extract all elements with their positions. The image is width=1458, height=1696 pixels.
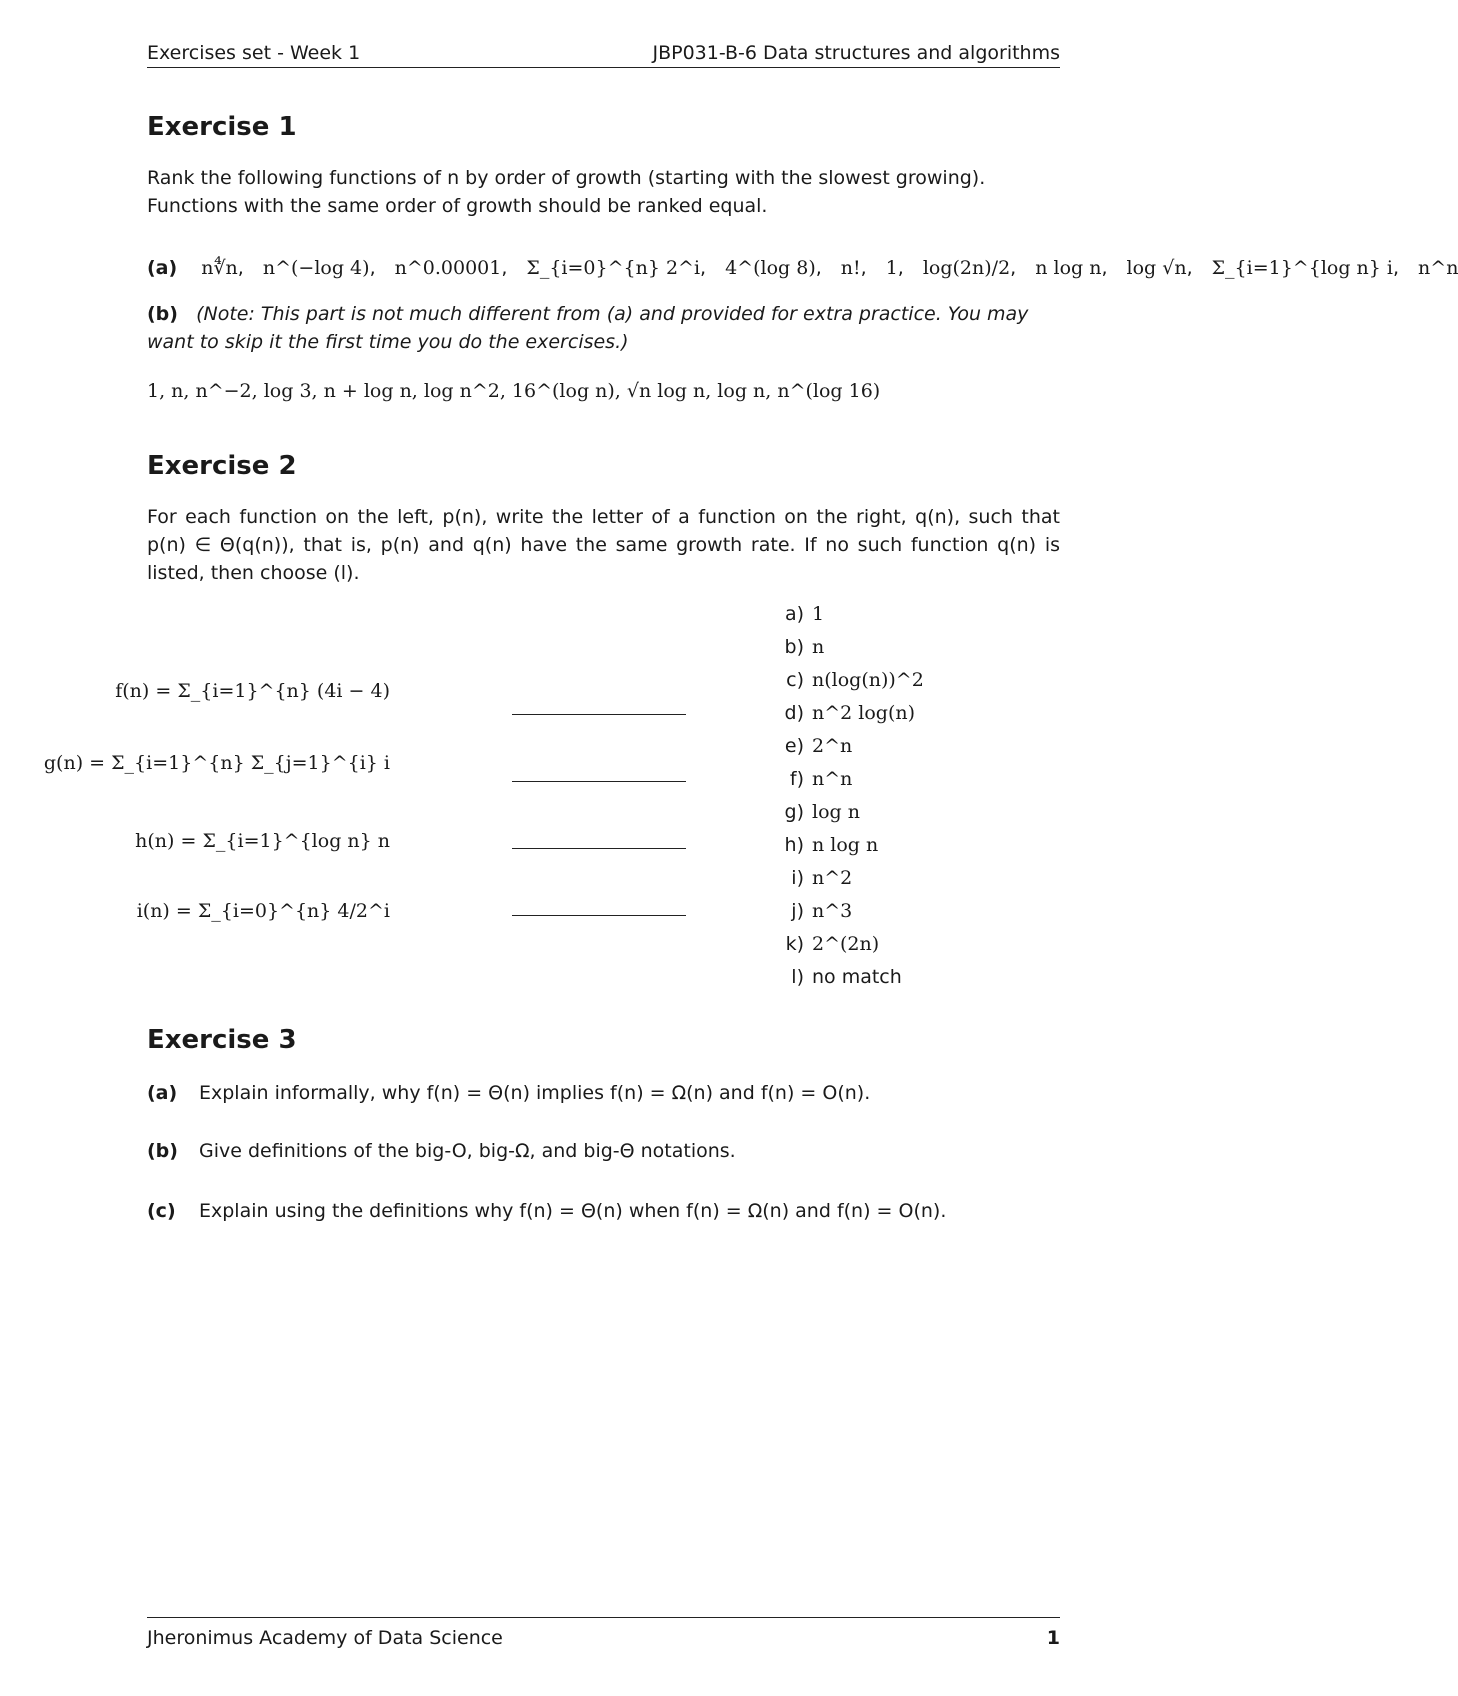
option-letter: d) bbox=[784, 702, 804, 724]
function-item: log(2n)/2 bbox=[922, 257, 1011, 279]
exercise-3-part-b bbox=[147, 1140, 736, 1162]
option-letter: j) bbox=[791, 900, 804, 922]
option-value: no match bbox=[812, 966, 902, 988]
function-name: i(n) bbox=[136, 900, 170, 922]
option-value: 2^n bbox=[812, 735, 853, 757]
option-d bbox=[770, 697, 915, 729]
function-name: h(n) bbox=[135, 830, 175, 852]
function-item: Σ_{i=0}^{n} 2^i bbox=[526, 257, 701, 279]
option-letter: b) bbox=[784, 636, 804, 658]
part-text: Explain informally, why f(n) = Θ(n) implies f(n) = Ω(n) and f(n) = O(n). bbox=[199, 1082, 871, 1104]
function-definition-i: i(n) = Σ_{i=0}^{n} 4/2^i bbox=[136, 900, 390, 922]
function-definition-h: h(n) = Σ_{i=1}^{log n} n bbox=[135, 830, 390, 852]
option-letter: c) bbox=[786, 669, 804, 691]
option-g bbox=[770, 796, 860, 828]
part-label: (a) bbox=[147, 1082, 178, 1104]
option-k bbox=[770, 928, 879, 960]
part-label: (b) bbox=[147, 1140, 178, 1162]
page-header bbox=[147, 34, 1060, 68]
function-item: n∜n bbox=[201, 257, 238, 279]
function-name: g(n) bbox=[43, 752, 84, 774]
function-item: Σ_{i=1}^{log n} i bbox=[1211, 257, 1393, 279]
option-value: n^2 bbox=[812, 867, 853, 889]
function-item: 4^(log 8) bbox=[725, 257, 816, 279]
option-h bbox=[770, 829, 878, 861]
exercise-3-part-a bbox=[147, 1082, 870, 1104]
option-value: 1 bbox=[812, 603, 825, 625]
option-j bbox=[770, 895, 852, 927]
footer-left: Jheronimus Academy of Data Science bbox=[147, 1627, 503, 1649]
exercise-3-title: Exercise 3 bbox=[147, 1025, 297, 1055]
option-value: n^n bbox=[812, 768, 853, 790]
exercise-1-intro: Rank the following functions of n by order of growth (starting with the slowest growing). Functions with the same order of growth should be ranked equal. bbox=[147, 167, 986, 217]
header-left: Exercises set - Week 1 bbox=[147, 42, 361, 64]
part-b-label: (b) bbox=[147, 303, 178, 325]
option-letter: i) bbox=[791, 867, 804, 889]
exercise-3-part-c bbox=[147, 1200, 946, 1222]
option-a bbox=[770, 598, 824, 630]
option-letter: a) bbox=[784, 603, 804, 625]
function-item: n^0.00001 bbox=[394, 257, 502, 279]
option-letter: g) bbox=[784, 801, 804, 823]
answer-blank-g[interactable] bbox=[512, 781, 686, 782]
function-item: log √n bbox=[1126, 257, 1187, 279]
function-expression: Σ_{i=1}^{n} (4i − 4) bbox=[177, 680, 390, 702]
function-name: f(n) bbox=[115, 680, 150, 702]
part-a-label: (a) bbox=[147, 257, 178, 279]
function-definition-f: f(n) = Σ_{i=1}^{n} (4i − 4) bbox=[115, 680, 390, 702]
option-f bbox=[770, 763, 852, 795]
answer-blank-h[interactable] bbox=[512, 848, 686, 849]
page-number: 1 bbox=[1046, 1627, 1060, 1649]
exercise-2-title: Exercise 2 bbox=[147, 451, 297, 481]
exercise-1-part-b bbox=[147, 300, 1060, 356]
exercise-1-title: Exercise 1 bbox=[147, 112, 297, 142]
answer-blank-f[interactable] bbox=[512, 714, 686, 715]
option-value: log n bbox=[812, 801, 860, 823]
exercise-1-part-a: (a) n∜n , n^(−log 4) , n^0.00001 , Σ_{i=0}^{n} 2^i , 4^(log 8) , n! , 1 , log(2n)/2 , n log n , log √n , Σ_{i=1}^{log n} i , n^n bbox=[147, 257, 1458, 279]
function-item: n^(−log 4) bbox=[262, 257, 370, 279]
answer-blank-i[interactable] bbox=[512, 915, 686, 916]
option-value: n^2 log(n) bbox=[812, 702, 916, 724]
part-label: (c) bbox=[147, 1200, 176, 1222]
option-letter: k) bbox=[785, 933, 804, 955]
option-e bbox=[770, 730, 852, 762]
function-expression: Σ_{i=0}^{n} 4/2^i bbox=[197, 900, 390, 922]
function-definition-g: g(n) = Σ_{i=1}^{n} Σ_{j=1}^{i} i bbox=[43, 752, 390, 774]
option-letter: l) bbox=[791, 966, 804, 988]
part-b-functions: 1, n, n^−2, log 3, n + log n, log n^2, 16^(log n), √n log n, log n, n^(log 16) bbox=[147, 380, 881, 402]
part-b-note: (Note: This part is not much different from (a) and provided for extra practice. You may want to skip it the first time you do the exercises.) bbox=[147, 303, 1029, 353]
function-expression: Σ_{i=1}^{n} Σ_{j=1}^{i} i bbox=[111, 752, 390, 774]
option-letter: h) bbox=[784, 834, 804, 856]
option-c bbox=[770, 664, 924, 696]
function-item: n! bbox=[840, 257, 861, 279]
option-b bbox=[770, 631, 824, 663]
function-expression: Σ_{i=1}^{log n} n bbox=[202, 830, 390, 852]
option-i bbox=[770, 862, 852, 894]
option-letter: f) bbox=[789, 768, 804, 790]
function-item: n^n bbox=[1418, 257, 1458, 279]
part-text: Explain using the definitions why f(n) = Θ(n) when f(n) = Ω(n) and f(n) = O(n). bbox=[199, 1200, 947, 1222]
function-item: n log n bbox=[1035, 257, 1102, 279]
part-text: Give definitions of the big-O, big-Ω, and big-Θ notations. bbox=[199, 1140, 736, 1162]
option-l bbox=[770, 961, 902, 993]
page-footer bbox=[147, 1617, 1060, 1649]
function-item: 1 bbox=[885, 257, 898, 279]
option-letter: e) bbox=[784, 735, 804, 757]
option-value: n(log(n))^2 bbox=[812, 669, 924, 691]
option-value: n^3 bbox=[812, 900, 853, 922]
option-value: n log n bbox=[812, 834, 879, 856]
option-value: n bbox=[812, 636, 825, 658]
option-value: 2^(2n) bbox=[812, 933, 880, 955]
exercise-2-intro: For each function on the left, p(n), write the letter of a function on the right, q(n), such that p(n) ∈ Θ(q(n)), that is, p(n) and q(n) have the same growth rate. If no such function q(n) is listed, then choose (l). bbox=[147, 506, 1060, 584]
header-right: JBP031-B-6 Data structures and algorithms bbox=[652, 42, 1060, 64]
